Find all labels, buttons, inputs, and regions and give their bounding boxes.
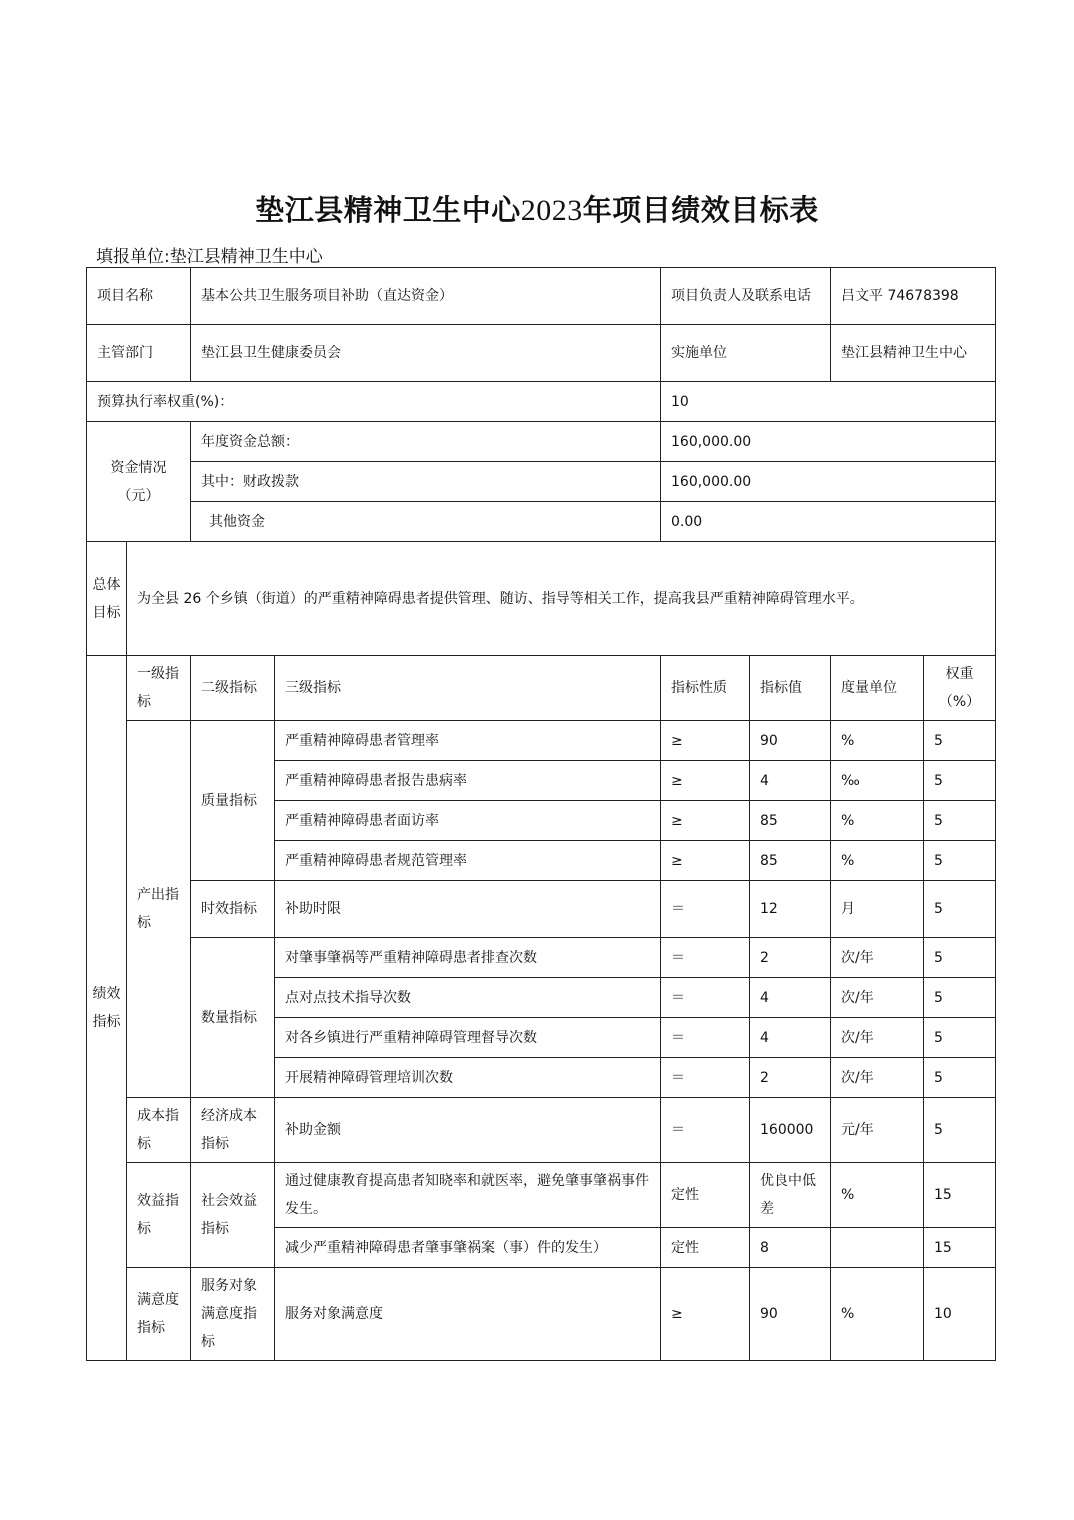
indicator-nature: ＝	[661, 978, 750, 1018]
indicator-name: 补助时限	[275, 881, 661, 938]
dept-value: 垫江县卫生健康委员会	[191, 325, 661, 382]
indicator-value: 2	[750, 1058, 831, 1098]
budget-label: 预算执行率权重(%)：	[87, 382, 661, 422]
header-weight: 权重（%）	[924, 656, 996, 721]
indicator-weight: 5	[924, 881, 996, 938]
indicator-nature: ≥	[661, 841, 750, 881]
group-quantity: 数量指标	[191, 938, 275, 1098]
indicator-weight: 5	[924, 761, 996, 801]
group-output: 产出指标	[127, 721, 191, 1098]
title-prefix: 垫江县精神卫生中心	[255, 193, 521, 227]
dept-label: 主管部门	[87, 325, 191, 382]
group-benefit: 效益指标	[127, 1163, 191, 1268]
indicator-value: 4	[750, 1018, 831, 1058]
filler-unit: 填报单位:垫江县精神卫生中心	[96, 247, 323, 267]
indicator-value: 4	[750, 978, 831, 1018]
indicator-value: 85	[750, 841, 831, 881]
indicator-nature: ＝	[661, 1098, 750, 1163]
indicator-value: 4	[750, 761, 831, 801]
header-nature: 指标性质	[661, 656, 750, 721]
indicator-unit: 次/年	[831, 978, 924, 1018]
group-quality: 质量指标	[191, 721, 275, 881]
title-suffix: 年项目绩效目标表	[582, 193, 819, 227]
group-econ-cost: 经济成本指标	[191, 1098, 275, 1163]
indicator-name: 严重精神障碍患者管理率	[275, 721, 661, 761]
group-satisfaction: 满意度指标	[127, 1268, 191, 1361]
group-cost: 成本指标	[127, 1098, 191, 1163]
indicator-unit	[831, 1228, 924, 1268]
indicator-weight: 5	[924, 938, 996, 978]
indicator-name: 点对点技术指导次数	[275, 978, 661, 1018]
funds-other-label: 其他资金	[191, 502, 661, 542]
group-social: 社会效益指标	[191, 1163, 275, 1268]
budget-value: 10	[661, 382, 996, 422]
indicator-nature: ＝	[661, 938, 750, 978]
indicator-weight: 5	[924, 801, 996, 841]
indicator-name: 对各乡镇进行严重精神障碍管理督导次数	[275, 1018, 661, 1058]
indicator-name: 对肇事肇祸等严重精神障碍患者排查次数	[275, 938, 661, 978]
indicator-nature: 定性	[661, 1228, 750, 1268]
indicator-nature: ＝	[661, 1058, 750, 1098]
funds-total-value: 160,000.00	[661, 422, 996, 462]
indicator-unit: %	[831, 801, 924, 841]
funds-other-value: 0.00	[661, 502, 996, 542]
title-year: 2023	[520, 194, 583, 227]
indicator-unit: 次/年	[831, 1058, 924, 1098]
indicator-nature: ≥	[661, 761, 750, 801]
indicator-name: 服务对象满意度	[275, 1268, 661, 1361]
indicator-nature: ≥	[661, 801, 750, 841]
indicator-weight: 5	[924, 1058, 996, 1098]
indicator-value: 优良中低差	[750, 1163, 831, 1228]
indicator-unit: %	[831, 1268, 924, 1361]
indicator-unit: 次/年	[831, 1018, 924, 1058]
indicator-weight: 10	[924, 1268, 996, 1361]
indicator-value: 90	[750, 1268, 831, 1361]
indicator-nature: ≥	[661, 721, 750, 761]
indicator-name: 开展精神障碍管理培训次数	[275, 1058, 661, 1098]
indicator-weight: 5	[924, 841, 996, 881]
group-timeliness: 时效指标	[191, 881, 275, 938]
goal-text: 为全县 26 个乡镇（街道）的严重精神障碍患者提供管理、随访、指导等相关工作，提高我县严重精神障碍管理水平。	[127, 542, 996, 656]
indicator-value: 85	[750, 801, 831, 841]
indicators-label: 绩效指标	[87, 656, 127, 1361]
indicator-value: 12	[750, 881, 831, 938]
indicator-weight: 5	[924, 978, 996, 1018]
indicator-unit: ‰	[831, 761, 924, 801]
indicator-unit: 元/年	[831, 1098, 924, 1163]
indicator-weight: 5	[924, 1098, 996, 1163]
indicator-nature: ＝	[661, 881, 750, 938]
contact-label: 项目负责人及联系电话	[661, 268, 831, 325]
project-name-label: 项目名称	[87, 268, 191, 325]
indicator-name: 严重精神障碍患者规范管理率	[275, 841, 661, 881]
indicator-weight: 15	[924, 1228, 996, 1268]
indicator-weight: 5	[924, 1018, 996, 1058]
indicator-unit: 月	[831, 881, 924, 938]
indicator-name: 严重精神障碍患者面访率	[275, 801, 661, 841]
indicator-name: 严重精神障碍患者报告患病率	[275, 761, 661, 801]
indicator-name: 补助金额	[275, 1098, 661, 1163]
indicator-nature: ≥	[661, 1268, 750, 1361]
indicator-unit: %	[831, 721, 924, 761]
indicator-weight: 15	[924, 1163, 996, 1228]
contact-value: 吕文平 74678398	[831, 268, 996, 325]
indicator-unit: %	[831, 841, 924, 881]
header-level2: 二级指标	[191, 656, 275, 721]
indicator-value: 90	[750, 721, 831, 761]
indicator-value: 160000	[750, 1098, 831, 1163]
header-value: 指标值	[750, 656, 831, 721]
indicator-nature: 定性	[661, 1163, 750, 1228]
funds-fiscal-label: 其中：财政拨款	[191, 462, 661, 502]
indicator-value: 8	[750, 1228, 831, 1268]
funds-label: 资金情况（元）	[87, 422, 191, 542]
indicator-unit: 次/年	[831, 938, 924, 978]
performance-table	[86, 267, 996, 1361]
indicator-value: 2	[750, 938, 831, 978]
indicator-unit: %	[831, 1163, 924, 1228]
indicator-name: 通过健康教育提高患者知晓率和就医率，避免肇事肇祸事件发生。	[275, 1163, 661, 1228]
funds-fiscal-value: 160,000.00	[661, 462, 996, 502]
impl-label: 实施单位	[661, 325, 831, 382]
header-level3: 三级指标	[275, 656, 661, 721]
header-level1: 一级指标	[127, 656, 191, 721]
header-unit: 度量单位	[831, 656, 924, 721]
funds-total-label: 年度资金总额：	[191, 422, 661, 462]
page-title	[0, 188, 1074, 229]
indicator-name: 减少严重精神障碍患者肇事肇祸案（事）件的发生）	[275, 1228, 661, 1268]
indicator-nature: ＝	[661, 1018, 750, 1058]
indicator-weight: 5	[924, 721, 996, 761]
project-name-value: 基本公共卫生服务项目补助（直达资金）	[191, 268, 661, 325]
impl-value: 垫江县精神卫生中心	[831, 325, 996, 382]
goal-label: 总体目标	[87, 542, 127, 656]
group-service-sat: 服务对象满意度指标	[191, 1268, 275, 1361]
